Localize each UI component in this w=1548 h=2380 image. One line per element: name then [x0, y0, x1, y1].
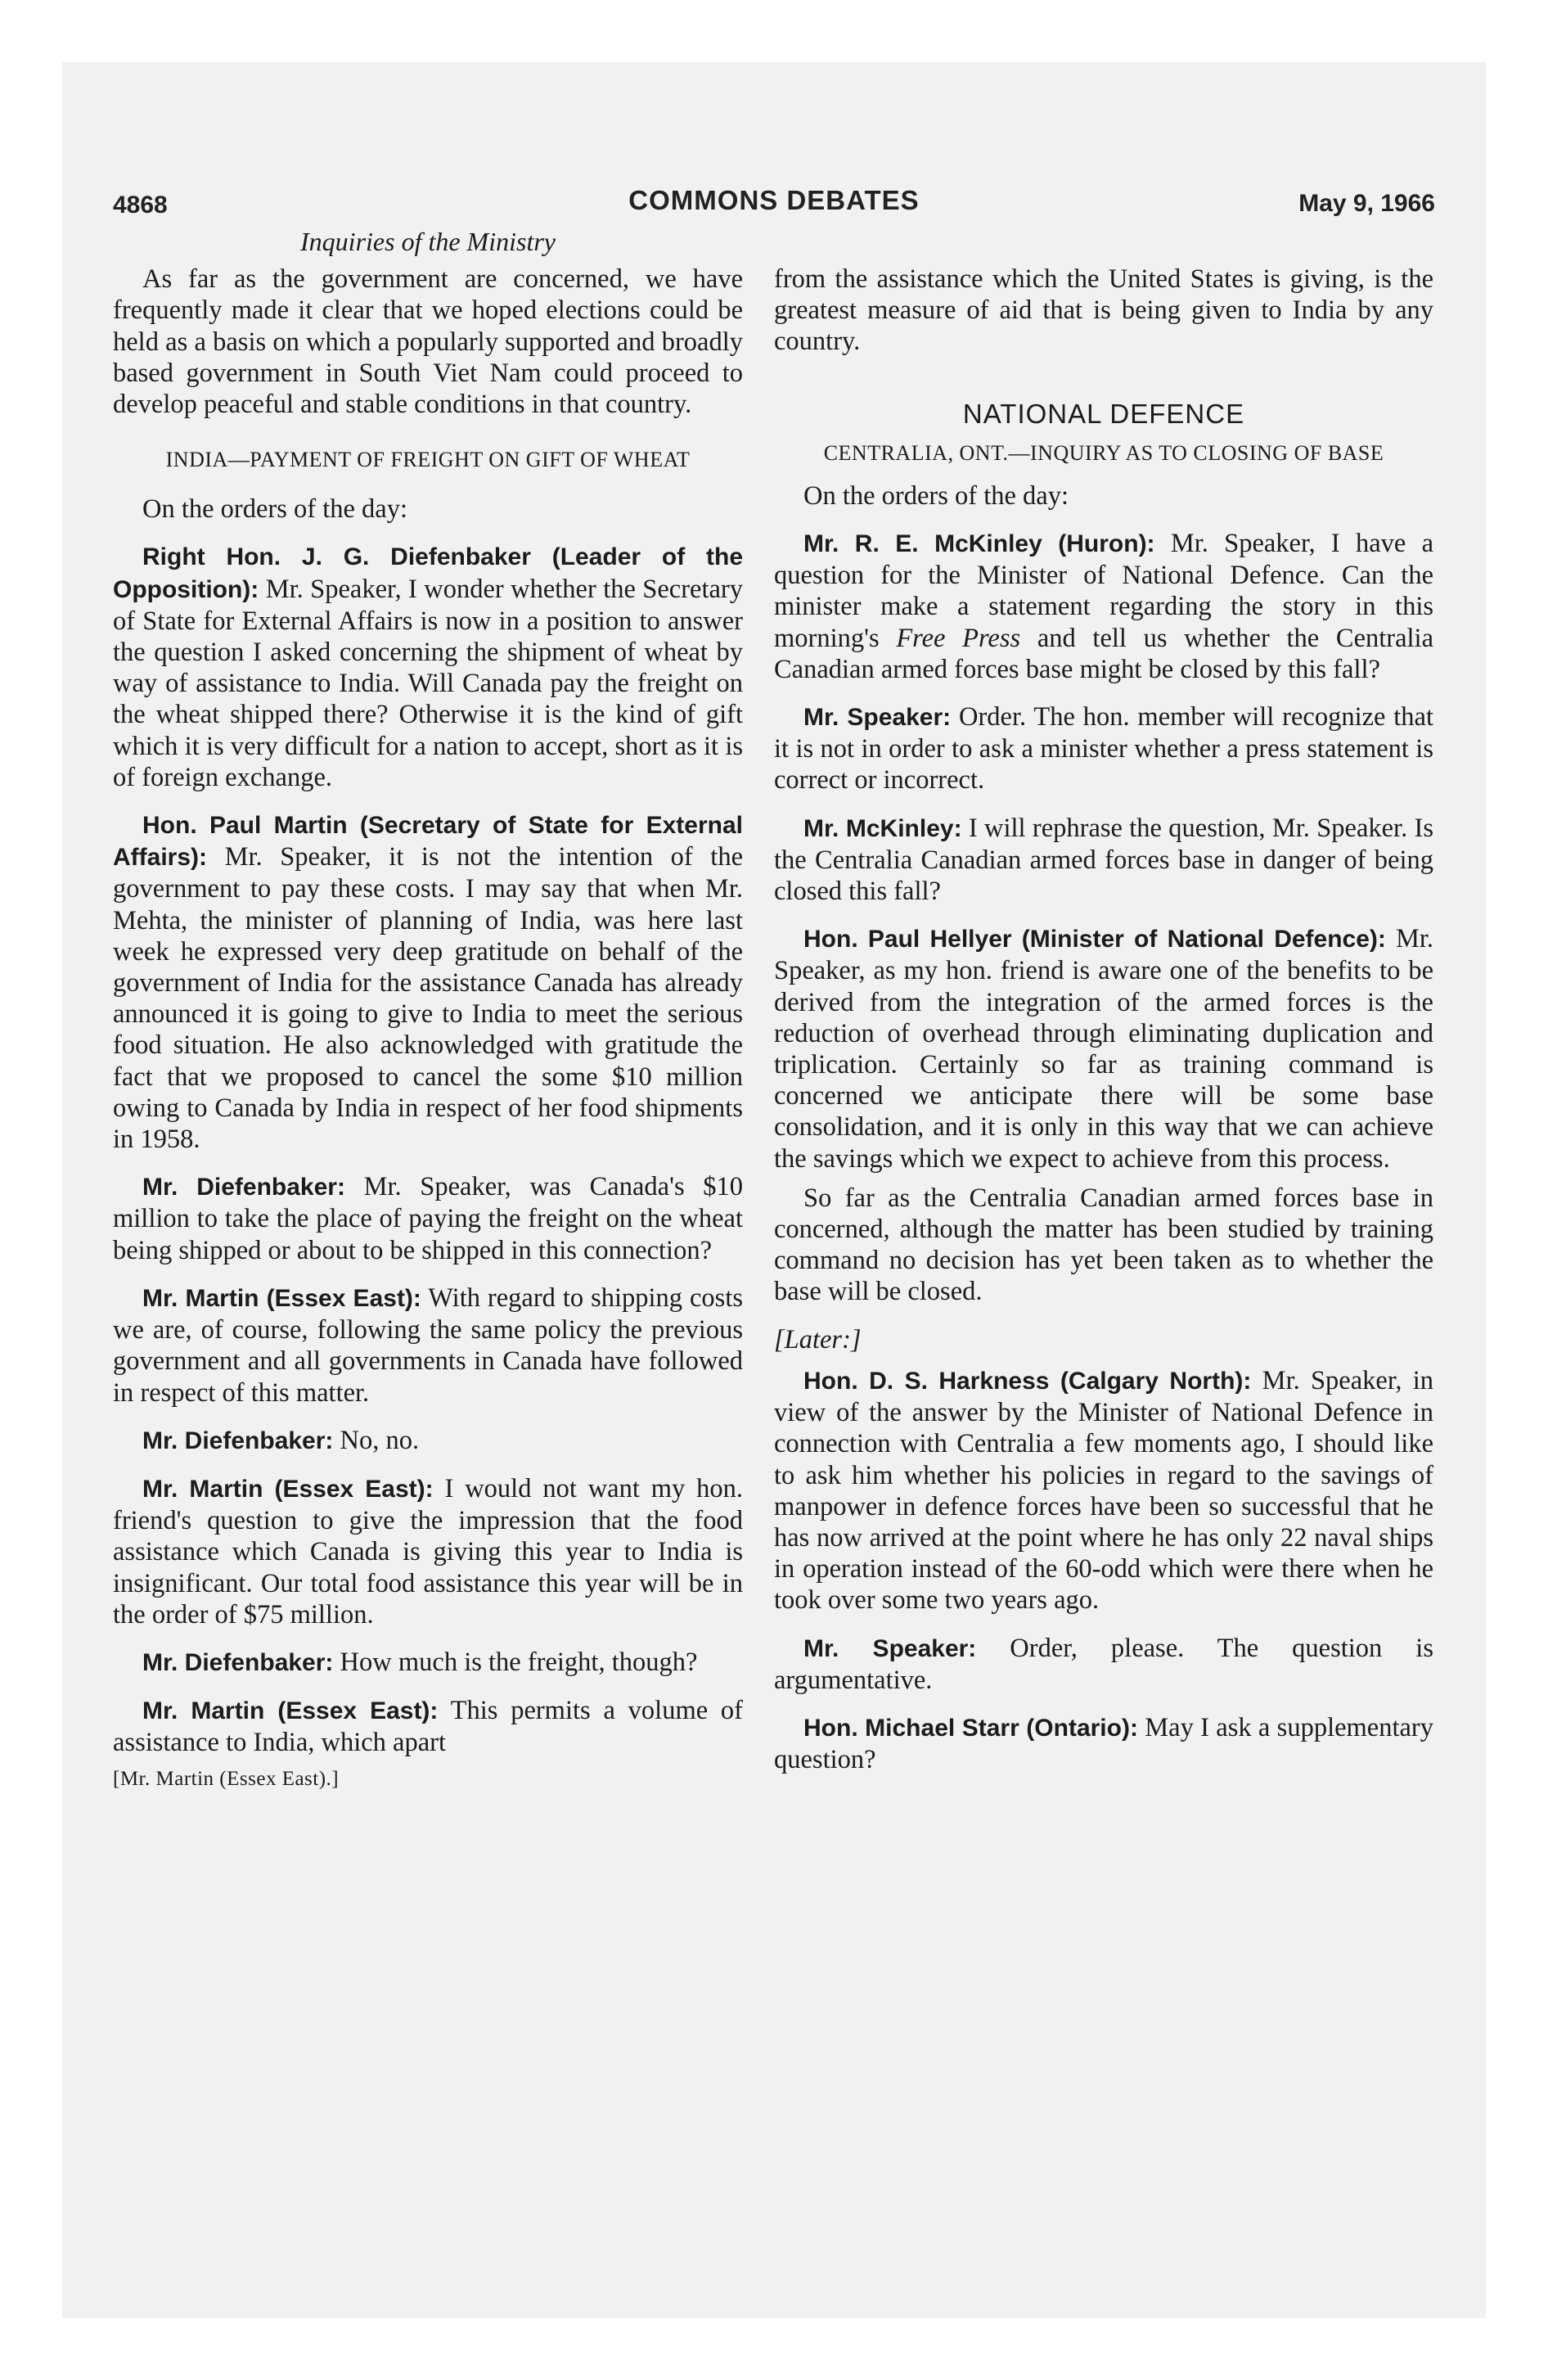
speech-martin-1 — [113, 809, 743, 1155]
speech-martin-4 — [113, 1695, 743, 1758]
speaker-name: Hon. D. S. Harkness (Calgary North): — [803, 1367, 1252, 1395]
speech-text: With regard to shipping costs we are, of course, following the same policy the previous government and all governments in Canada have followed in respect of this matter. — [113, 1282, 744, 1408]
speech-text: This permits a volume of assistance to India, which apart — [113, 1696, 744, 1758]
orders-of-the-day: On the orders of the day: — [803, 480, 1069, 511]
section-title: NATIONAL DEFENCE — [962, 398, 1245, 429]
newspaper-name: Free Press — [896, 623, 1021, 653]
speech-martin-3 — [113, 1473, 743, 1630]
section-subheading: CENTRALIA, ONT.—INQUIRY AS TO CLOSING OF BASE — [823, 440, 1384, 465]
speech-harkness-1 — [774, 1365, 1433, 1616]
speech-martin-2 — [113, 1282, 743, 1409]
page-number: 4868 — [113, 192, 168, 219]
speaker-name: Mr. R. E. McKinley (Huron): — [803, 530, 1155, 558]
speech-speaker-1 — [774, 701, 1433, 796]
left-column — [113, 226, 743, 1795]
speech-starr-1 — [774, 1712, 1433, 1775]
speaker-name: Mr. Martin (Essex East): — [142, 1697, 439, 1725]
speech-text: Mr. Speaker, in view of the answer by the Minister of National Defence in connection with Centralia a few moments ago, I should like to ask him whether his policies in regard to the savings of manpower in defence forces have been so successful that he has now arrived at the point where he has only 22 naval ships in operation instead of the 60-odd which were there when he took over some two years ago. — [774, 1365, 1434, 1616]
publication-title: COMMONS DEBATES — [628, 185, 920, 215]
speech-text: I will rephrase the question, Mr. Speaker. Is the Centralia Canadian armed forces base in danger of being closed this fall? — [774, 813, 1433, 907]
speech-text: No, no. — [340, 1425, 420, 1455]
speaker-name: Mr. Martin (Essex East): — [142, 1475, 434, 1503]
speech-text: Order, please. The question is argumentative. — [774, 1633, 1433, 1695]
right-column — [774, 226, 1433, 1792]
speaker-name: Mr. Speaker: — [803, 1634, 977, 1662]
speaker-footer: [Mr. Martin (Essex East).] — [113, 1767, 340, 1790]
paragraph: So far as the Centralia Canadian armed forces base in concerned, although the matter has been studied by training command no decision has yet been taken as to whether the base will be closed. — [774, 1183, 1433, 1307]
page-date: May 9, 1966 — [1298, 190, 1435, 217]
speech-text: May I ask a supplementary question? — [774, 1712, 1434, 1775]
section-heading: INDIA—PAYMENT OF FREIGHT ON GIFT OF WHEAT — [165, 448, 691, 472]
speaker-name: Mr. Speaker: — [803, 704, 952, 732]
speech-text: I would not want my hon. friend's question to give the impression that the food assistance which Canada is giving this year to India is insignificant. Our total food assistance this year will be in the order of $75 million. — [113, 1473, 744, 1629]
speaker-name: Mr. McKinley: — [803, 814, 962, 842]
running-head: Inquiries of the Ministry — [300, 227, 556, 256]
speech-diefenbaker-1 — [113, 541, 743, 793]
speaker-name: Right Hon. J. G. Diefenbaker (Leader of the Opposition): — [113, 543, 743, 603]
speech-mckinley-1 — [774, 528, 1433, 685]
speech-mckinley-2 — [774, 813, 1433, 908]
speech-speaker-2 — [774, 1633, 1433, 1696]
speech-text: Order. The hon. member will recognize that it is not in order to ask a minister whether a press statement is correct or incorrect. — [774, 702, 1434, 796]
speaker-name: Mr. Diefenbaker: — [142, 1174, 345, 1201]
speech-diefenbaker-2 — [113, 1171, 743, 1266]
speaker-name: Hon. Paul Martin (Secretary of State for External Affairs): — [113, 812, 743, 872]
orders-of-the-day: On the orders of the day: — [142, 494, 408, 525]
speaker-name: Mr. Martin (Essex East): — [142, 1284, 421, 1312]
speech-text: Mr. Speaker, I wonder whether the Secretary of State for External Affairs is now in a position to answer the question I asked concerning the shipment of wheat by way of assistance to India. Will Canada pay the freight on the wheat shipped there? Otherwise it is the kind of gift which it is very difficult for a nation to accept, short as it is of foreign exchange. — [113, 574, 744, 792]
speech-text: and tell us whether the Centralia Canadian armed forces base might be closed by this fall? — [774, 623, 1434, 684]
speech-text: Mr. Speaker, as my hon. friend is aware one of the benefits to be derived from the integration of the armed forces is the reduction of overhead through eliminating duplication and triplication. Certainly so far as training command is concerned we anticipate there will be some base consolidation, and it is only in this way that we can achieve the savings which we expect to achieve from this process. — [774, 924, 1434, 1174]
speaker-name: Hon. Michael Starr (Ontario): — [803, 1714, 1138, 1742]
speech-diefenbaker-3 — [113, 1425, 743, 1457]
speech-hellyer-1 — [774, 923, 1433, 1174]
paragraph-continued: from the assistance which the United States is giving, is the greatest measure of aid that is being given to India by any country. — [774, 264, 1433, 357]
speaker-name: Hon. Paul Hellyer (Minister of National Defence): — [803, 926, 1386, 953]
speech-diefenbaker-4 — [113, 1647, 743, 1679]
speech-text: Mr. Speaker, was Canada's $10 million to take the place of paying the freight on the wheat being shipped or about to be shipped in this connection? — [113, 1172, 743, 1265]
speaker-name: Mr. Diefenbaker: — [142, 1427, 334, 1454]
later-marker: [Later:] — [774, 1324, 862, 1355]
speech-text: Mr. Speaker, I have a question for the Minister of National Defence. Can the minister make a statement regarding the story in this morning's — [774, 529, 1434, 653]
speaker-name: Mr. Diefenbaker: — [142, 1648, 334, 1676]
speech-text: Mr. Speaker, it is not the intention of the government to pay these costs. I may say that when Mr. Mehta, the minister of planning of India, was here last week he expressed very deep gratitude on behalf of the government of India for the assistance Canada has already announced it is going to give to India to meet the serious food situation. He also acknowledged with gratitude the fact that we proposed to cancel the some $10 million owing to Canada by India in respect of her food shipments in 1958. — [113, 842, 744, 1155]
speech-text: How much is the freight, though? — [340, 1647, 698, 1677]
paragraph: As far as the government are concerned, we have frequently made it clear that we hoped elections could be held as a basis on which a popularly supported and broadly based government in South Viet Nam could proceed to develop peaceful and stable conditions in that country. — [113, 264, 743, 420]
page-header — [113, 185, 1435, 224]
